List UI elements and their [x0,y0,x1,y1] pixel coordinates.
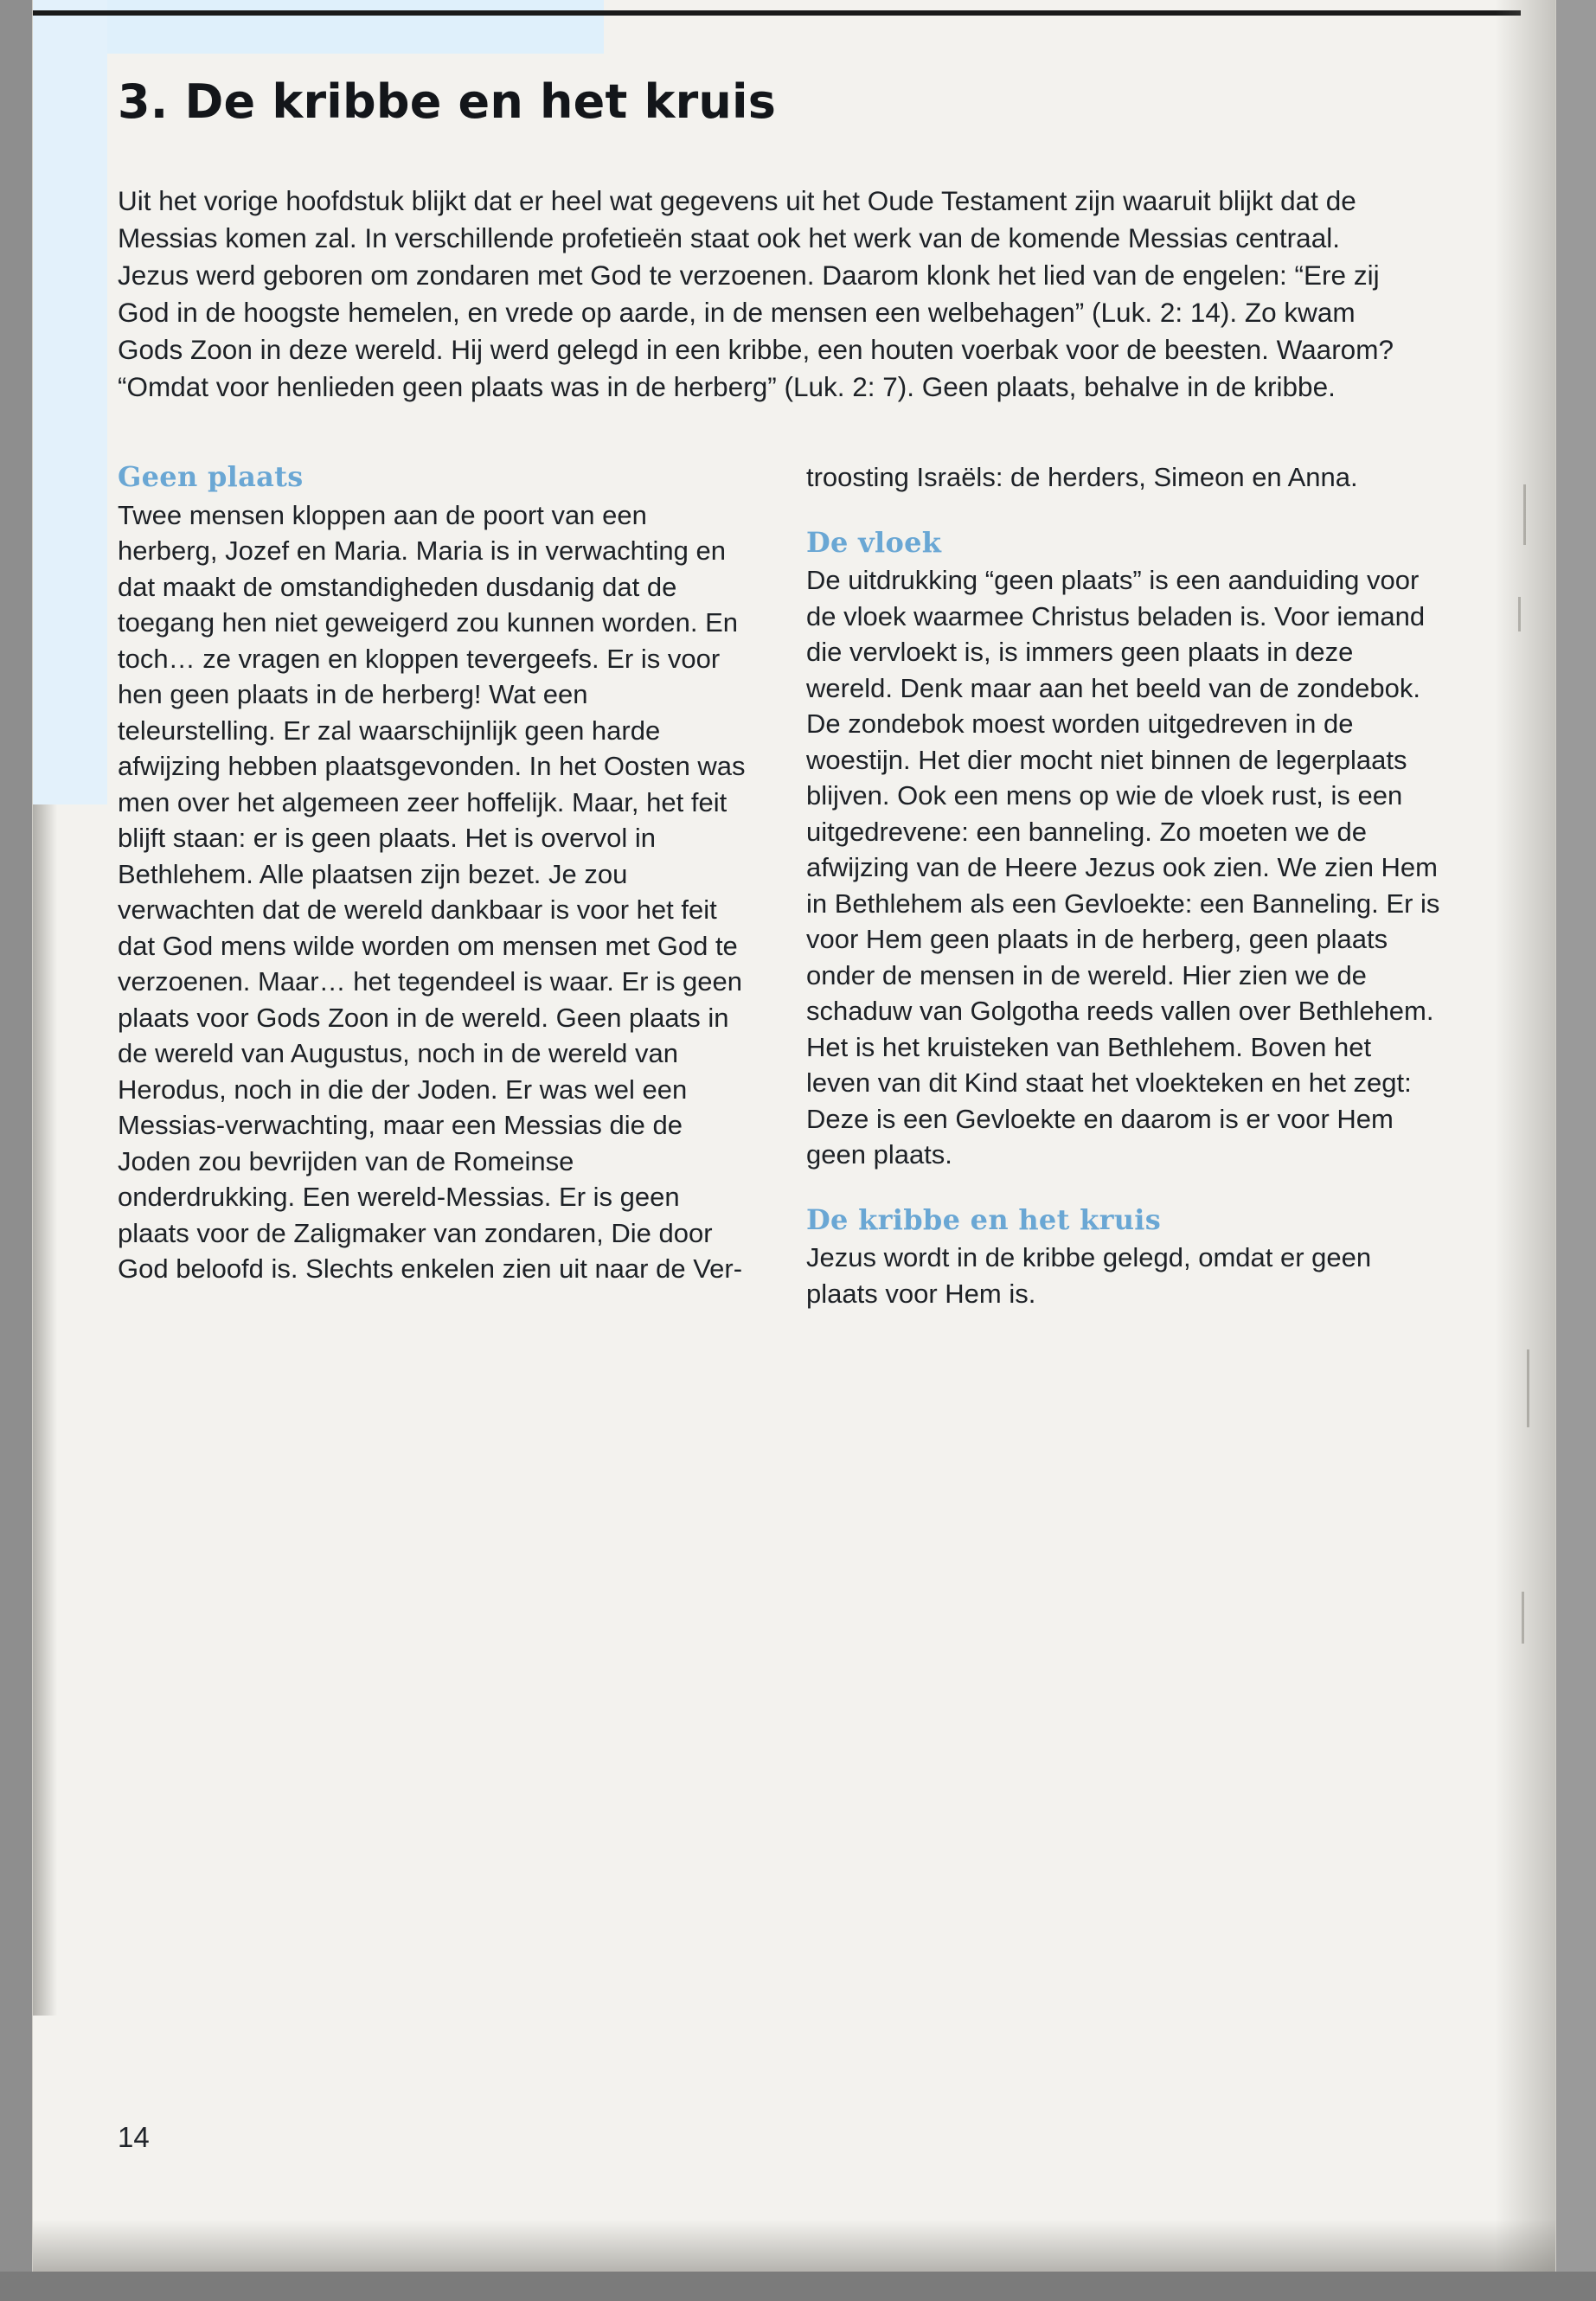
scan-artifact-mark [1523,484,1526,545]
scan-tint-top [33,0,604,54]
intro-text: Uit het vorige hoofdstuk blijkt dat er heel wat gegevens uit het Oude Testament zijn waaruit blijkt dat de Messias komen zal. In verschillende profetieën staat ook het werk van de komende Messias centraal. Jezus werd geboren om zondaren met God te verzoenen. Daarom klonk het lied van de engelen: “Ere zij God in de hoogste hemelen, en vrede op aarde, in de mensen een welbehagen” (Luk. 2: 14). Zo kwam Gods Zoon in deze wereld. Hij werd gelegd in een kribbe, een houten voerbak voor de beesten. Waarom? “Omdat voor henlieden geen plaats was in de herberg” (Luk. 2: 7). Geen plaats, behalve in de kribbe. [118,185,1394,402]
section-heading-de-kribbe-en-het-kruis: De kribbe en het kruis [806,1202,1162,1236]
right-column [806,459,1441,1311]
scan-right-edge [1555,0,1596,2301]
right-column-text-de-kribbe: Jezus wordt in de kribbe gelegd, omdat er geen plaats voor Hem is. [806,1242,1372,1309]
scan-artifact-mark [1522,1592,1524,1644]
intro-paragraph [118,183,1415,406]
scan-left-edge [0,0,33,2301]
page-number: 14 [118,2121,150,2153]
spine-shadow [33,804,57,2016]
scan-artifact-mark [1518,597,1521,631]
left-column [118,459,753,1311]
page-edge-shading-bottom [33,2220,1555,2272]
two-column-body [118,459,1441,1311]
left-column-text: Twee mensen kloppen aan de poort van een herberg, Jozef en Maria. Maria is in verwachting en dat maakt de omstandigheden dusdanig dat de toegang hen niet geweigerd zou kunnen worden. En toch… ze vragen en kloppen tevergeefs. Er is voor hen geen plaats in de herberg! Wat een teleurstelling. Er zal waarschijnlijk geen harde afwijzing hebben plaatsgevonden. In het Oosten was men over het algemeen zeer hoffelijk. Maar, het feit blijft staan: er is geen plaats. Het is overvol in Bethlehem. Alle plaatsen zijn bezet. Je zou verwachten dat de wereld dankbaar is voor het feit dat God mens wilde worden om mensen met God te verzoenen. Maar… het tegendeel is waar. Er is geen plaats voor Gods Zoon in de wereld. Geen plaats in de wereld van Augustus, noch in de wereld van Herodus, noch in die der Joden. Er was wel een Messias-verwachting, maar een Messias die de Joden zou bevrijden van de Romeinse onderdrukking. Een wereld-Messias. Er is geen plaats voor de Zaligmaker van zondaren, Die door God beloofd is. Slechts enkelen zien uit naar de Ver- [118,499,746,1284]
scan-bottom-edge [0,2272,1596,2301]
right-column-text-de-vloek: De uitdrukking “geen plaats” is een aanduiding voor de vloek waarmee Christus beladen is. Voor iemand die vervloekt is, is immers geen plaats in deze wereld. Denk maar aan het beeld van de zondebok. De zondebok moest worden uitgedreven in de woestijn. Het dier mocht niet binnen de legerplaats blijven. Ook een mens op wie de vloek rust, is een uitgedrevene: een banneling. Zo moeten we de afwijzing van de Heere Jezus ook zien. We zien Hem in Bethlehem als een Gevloekte: een Banneling. Er is voor Hem geen plaats in de herberg, geen plaats onder de mensen in de wereld. Hier zien we de schaduw van Golgotha reeds vallen over Bethlehem. Het is het kruisteken van Bethlehem. Boven het leven van dit Kind staat het vloekteken en het zegt: Deze is een Gevloekte en daarom is er voor Hem geen plaats. [806,565,1440,1170]
book-page [33,0,1555,2272]
right-column-continuation: troosting Israëls: de herders, Simeon en Anna. [806,462,1358,492]
section-heading-de-vloek: De vloek [806,525,942,559]
page-content [118,52,1441,1311]
section-heading-geen-plaats: Geen plaats [118,460,304,493]
page-title: 3. De kribbe en het kruis [118,74,777,129]
page-edge-shading-right [1495,0,1555,2272]
header-rule [33,10,1521,16]
scan-artifact-mark [1527,1349,1529,1427]
scan-tint-left [33,0,107,804]
